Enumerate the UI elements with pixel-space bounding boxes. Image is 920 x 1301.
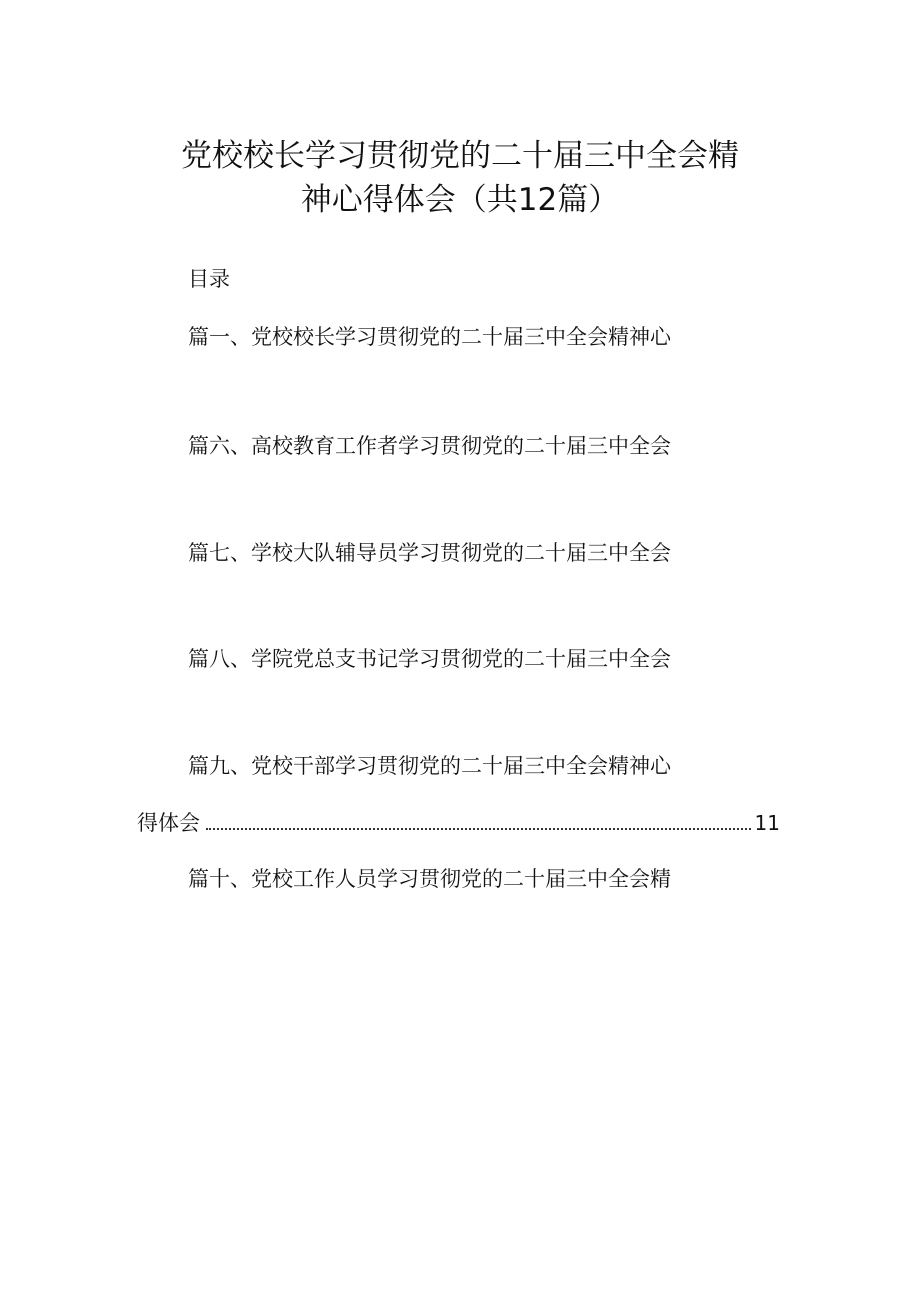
document-title xyxy=(0,134,920,222)
toc-entry-6[interactable]: 篇六、高校教育工作者学习贯彻党的二十届三中全会 xyxy=(188,434,671,458)
dot-leader xyxy=(206,810,751,830)
toc-entry-9[interactable]: 篇九、党校干部学习贯彻党的二十届三中全会精神心 xyxy=(188,754,671,778)
toc-entry-9-continuation-text: 得体会 xyxy=(137,811,200,835)
toc-entry-7[interactable]: 篇七、学校大队辅导员学习贯彻党的二十届三中全会 xyxy=(188,541,671,565)
toc-entry-10[interactable]: 篇十、党校工作人员学习贯彻党的二十届三中全会精 xyxy=(188,867,671,891)
toc-entry-9-continuation[interactable] xyxy=(137,808,780,838)
toc-page-number: 11 xyxy=(754,811,780,835)
toc-entry-1[interactable]: 篇一、党校校长学习贯彻党的二十届三中全会精神心 xyxy=(188,325,671,349)
title-line-2: 神心得体会（共12篇） xyxy=(300,182,620,218)
toc-heading: 目录 xyxy=(188,267,230,291)
title-line-1: 党校校长学习贯彻党的二十届三中全会精 xyxy=(181,138,739,174)
toc-entry-8[interactable]: 篇八、学院党总支书记学习贯彻党的二十届三中全会 xyxy=(188,647,671,671)
